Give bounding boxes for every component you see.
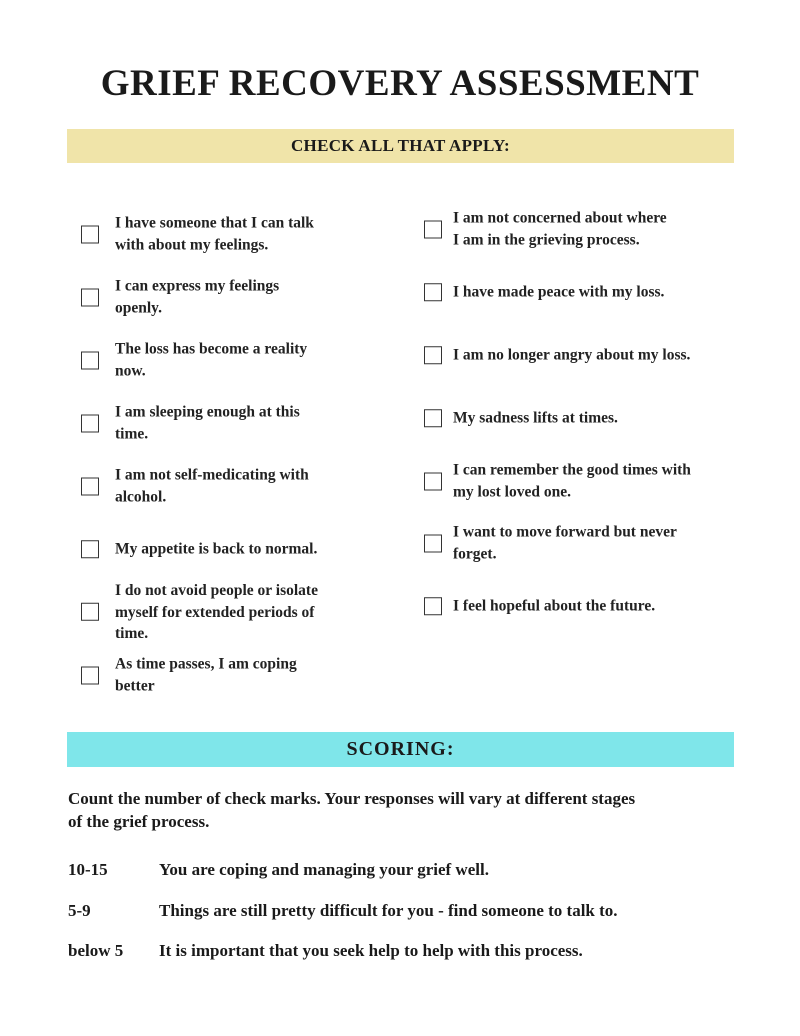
checklist-item-label: I am not self-medicating with alcohol. — [115, 466, 309, 505]
checklist-item-label: My sadness lifts at times. — [453, 409, 618, 427]
checklist-item[interactable] — [424, 208, 733, 251]
score-range: below 5 — [68, 941, 124, 960]
scoring-intro: Count the number of check marks. Your responses will vary at different stages of the grief process. — [68, 789, 636, 831]
checkbox[interactable] — [81, 225, 99, 243]
checklist-item[interactable] — [81, 276, 355, 319]
checkbox[interactable] — [424, 283, 442, 301]
checkbox[interactable] — [81, 414, 99, 432]
checkbox[interactable] — [81, 666, 99, 684]
checkbox[interactable] — [81, 477, 99, 495]
checklist-item[interactable] — [81, 580, 355, 645]
checklist-item[interactable] — [424, 407, 733, 429]
checklist-item-label: As time passes, I am coping better — [115, 655, 297, 694]
checkbox[interactable] — [424, 534, 442, 552]
checkbox[interactable] — [81, 540, 99, 558]
score-range: 10-15 — [68, 860, 108, 879]
checklist-item[interactable] — [81, 654, 355, 697]
checklist-item[interactable] — [424, 344, 733, 366]
checklist-item-label: I am sleeping enough at this time. — [115, 403, 300, 442]
checklist-item-label: I can express my feelings openly. — [115, 277, 280, 316]
score-range: 5-9 — [68, 901, 91, 920]
scoring-header: SCORING: — [67, 732, 734, 767]
checklist-item[interactable] — [424, 460, 733, 503]
score-description: You are coping and managing your grief well. — [159, 860, 489, 879]
checklist-item-label: I have someone that I can talk with about my feelings. — [115, 214, 314, 253]
checklist-item[interactable] — [424, 281, 733, 303]
checklist-item-label: I feel hopeful about the future. — [453, 597, 656, 615]
checklist-item[interactable] — [81, 339, 355, 382]
checklist-item[interactable] — [81, 402, 355, 445]
checklist-item-label: I want to move forward but never forget. — [453, 523, 677, 562]
checklist-item-label: My appetite is back to normal. — [115, 540, 318, 558]
check-all-header: CHECK ALL THAT APPLY: — [67, 129, 734, 163]
checklist-item[interactable] — [81, 538, 355, 560]
checklist-item[interactable] — [424, 522, 733, 565]
checkbox[interactable] — [424, 346, 442, 364]
checklist-item-label: I am not concerned about where I am in the grieving process. — [453, 209, 667, 248]
checkbox[interactable] — [424, 220, 442, 238]
checklist-item-label: I do not avoid people or isolate myself for extended periods of time. — [115, 581, 318, 642]
checklist-item-label: The loss has become a reality now. — [115, 340, 308, 379]
checkbox[interactable] — [424, 597, 442, 615]
checkbox[interactable] — [81, 288, 99, 306]
page-title: GRIEF RECOVERY ASSESSMENT — [100, 63, 700, 104]
checkbox[interactable] — [81, 351, 99, 369]
checklist-item[interactable] — [424, 595, 733, 617]
score-description: It is important that you seek help to help with this process. — [159, 941, 583, 960]
checklist-item-label: I am no longer angry about my loss. — [453, 346, 691, 364]
checkbox[interactable] — [424, 409, 442, 427]
score-description: Things are still pretty difficult for you - find someone to talk to. — [159, 901, 618, 920]
checklist-item-label: I have made peace with my loss. — [453, 283, 665, 301]
checklist-item-label: I can remember the good times with my lost loved one. — [453, 461, 691, 500]
checkbox[interactable] — [424, 472, 442, 490]
checklist-item[interactable] — [81, 213, 355, 256]
checkbox[interactable] — [81, 603, 99, 621]
checklist-item[interactable] — [81, 465, 355, 508]
